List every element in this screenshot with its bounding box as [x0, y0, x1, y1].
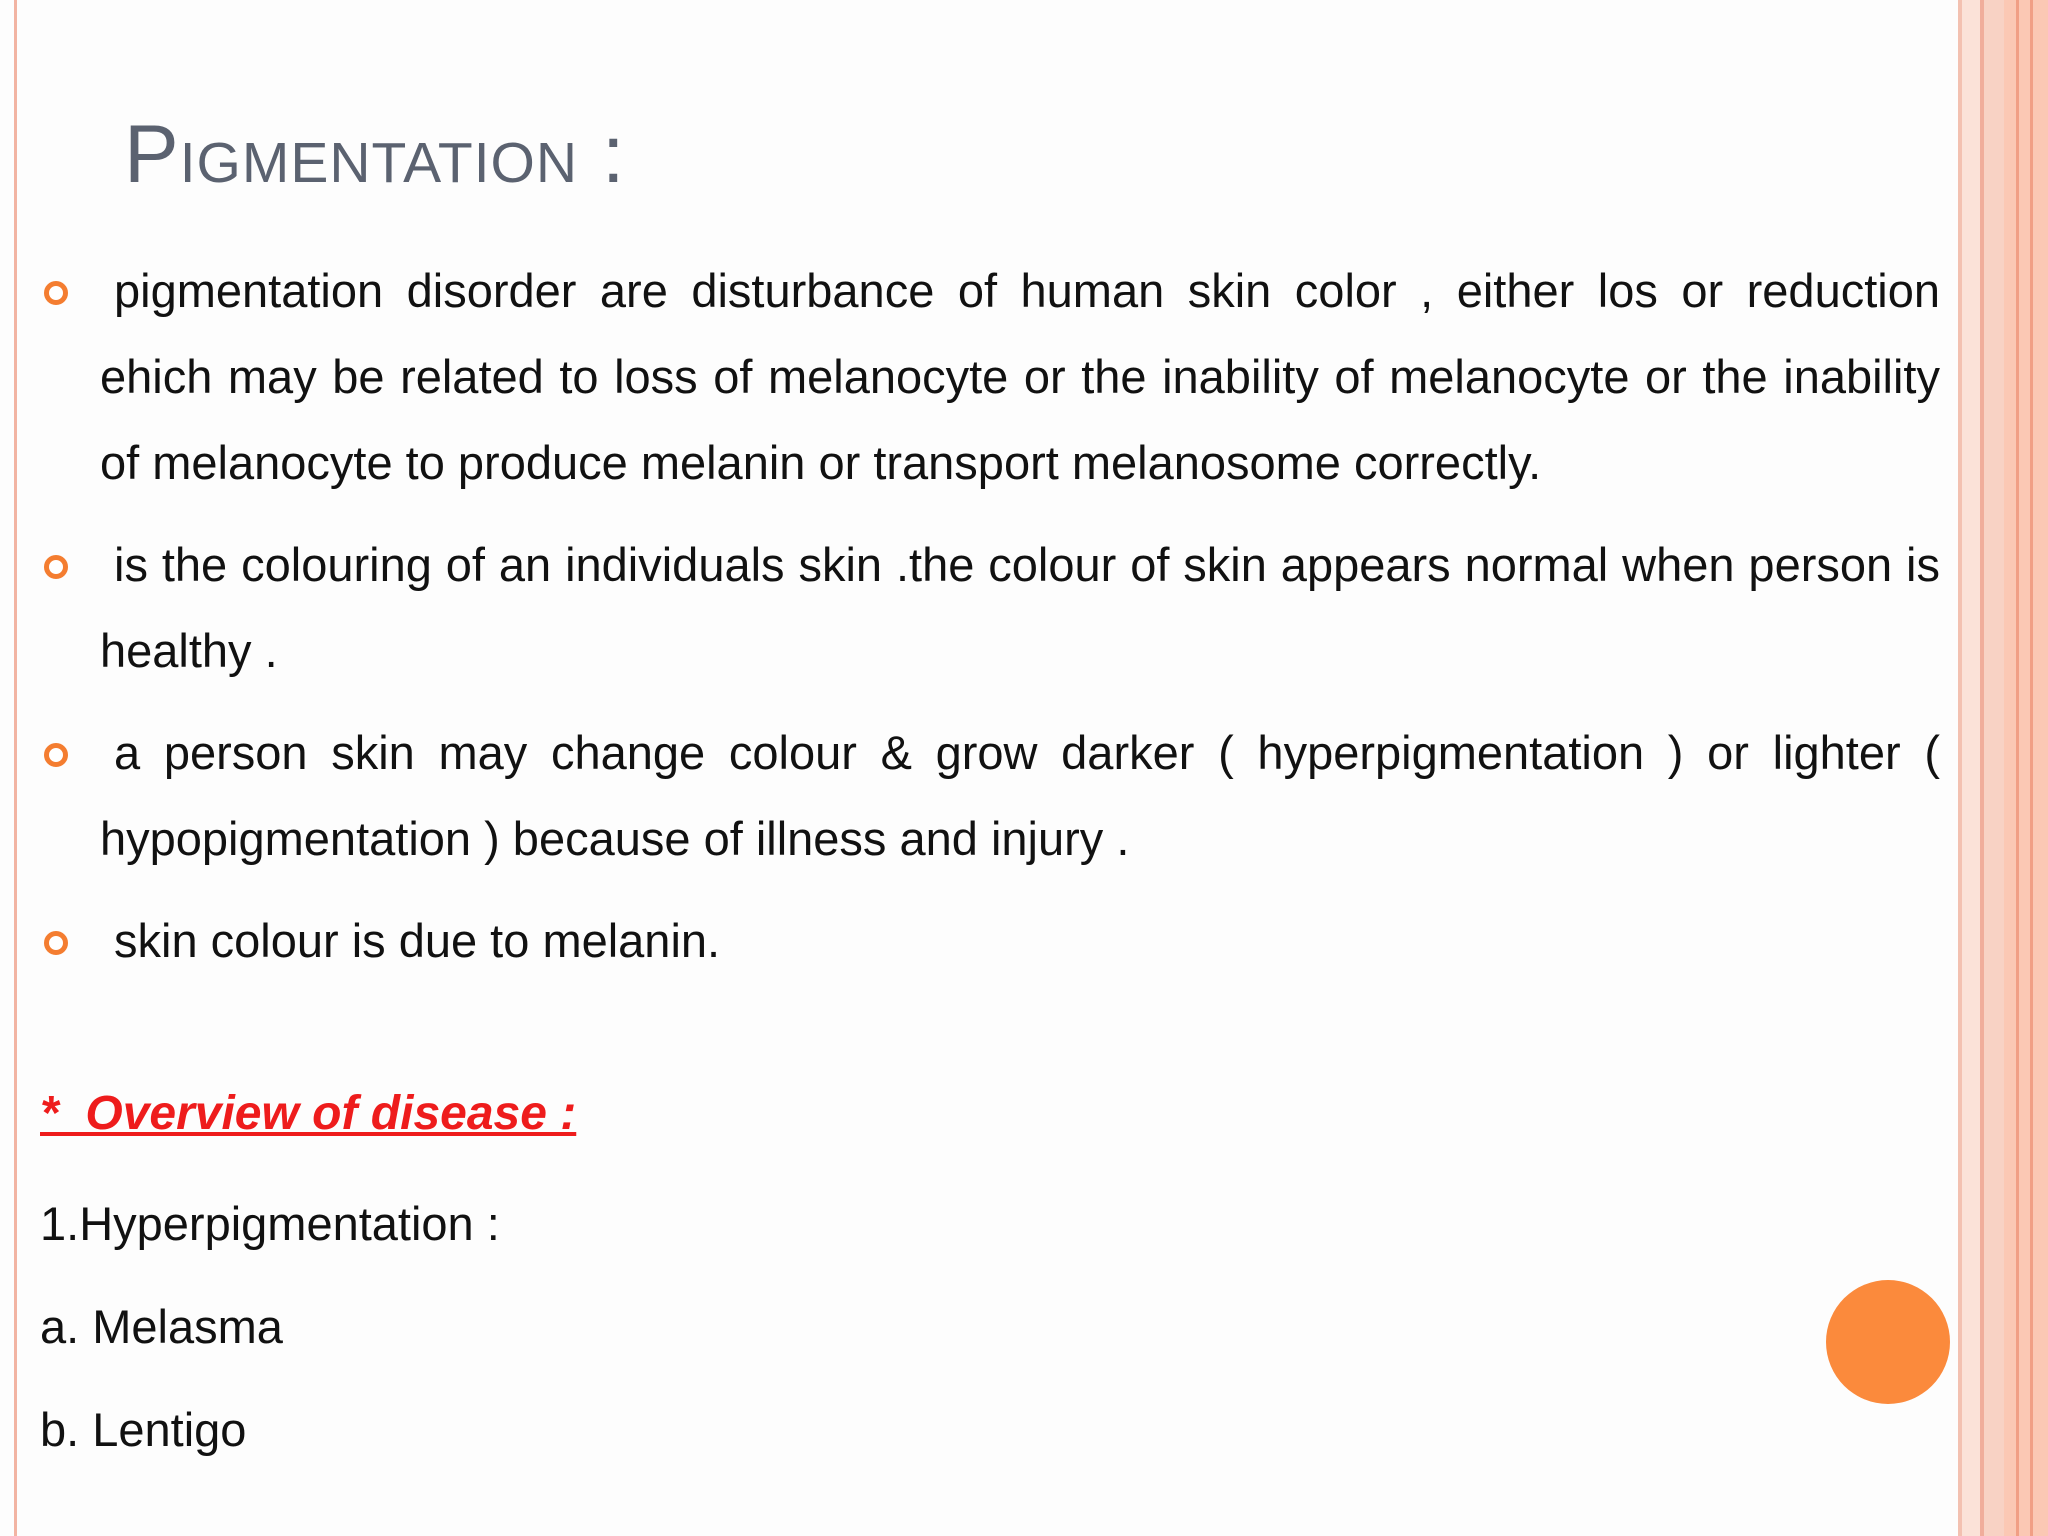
right-border-stripe [2030, 0, 2033, 1536]
hollow-circle-bullet-icon [44, 281, 68, 305]
right-border-stripe [2004, 0, 2048, 1536]
bullet-item [40, 898, 1940, 984]
bullet-item [40, 710, 1940, 882]
bullet-text: a person skin may change colour & grow darker ( hyperpigmentation ) or lighter ( hypopigmentation ) because of illness and injury . [100, 726, 1940, 865]
right-border-stripe [1962, 0, 1980, 1536]
bullet-item [40, 248, 1940, 506]
disease-category: 1.Hyperpigmentation : [40, 1197, 500, 1250]
hollow-circle-bullet-icon [44, 743, 68, 767]
disease-item: b. Lentigo [40, 1403, 247, 1456]
left-border-line [14, 0, 17, 1536]
bullet-text: skin colour is due to melanin. [114, 914, 721, 967]
slide-title: Pigmentation : [124, 109, 626, 200]
bullet-item [40, 522, 1940, 694]
disease-item: a. Melasma [40, 1300, 283, 1353]
right-border-stripe [2016, 0, 2019, 1536]
right-border-stripe [1984, 0, 2004, 1536]
orange-circle-decoration [1826, 1280, 1950, 1404]
hollow-circle-bullet-icon [44, 555, 68, 579]
bullet-list [40, 248, 1940, 1000]
hollow-circle-bullet-icon [44, 931, 68, 955]
bullet-text: pigmentation disorder are disturbance of human skin color , either los or reduction ehich may be related to loss of melanocyte or the inability of melanocyte or the inability of melanocyte to produce melanin or transport melanosome correctly. [100, 264, 1940, 489]
overview-heading: * Overview of disease : [40, 1087, 577, 1140]
bullet-text: is the colouring of an individuals skin .the colour of skin appears normal when person is healthy . [100, 538, 1940, 677]
